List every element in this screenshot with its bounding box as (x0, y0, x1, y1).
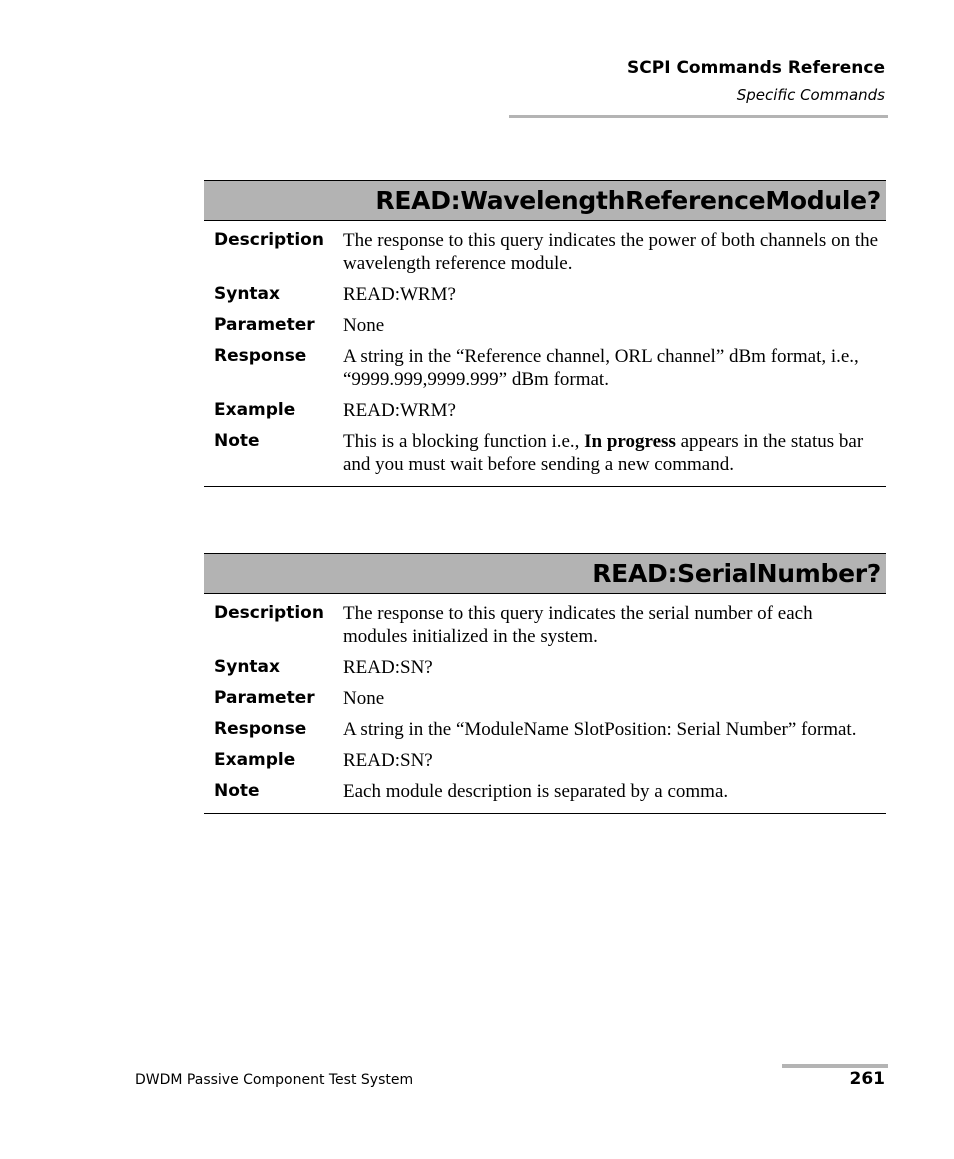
footer-product-name: DWDM Passive Component Test System (135, 1072, 414, 1088)
note-emphasis: In progress (584, 431, 676, 452)
command-details (204, 221, 886, 487)
row-value: None (343, 315, 385, 336)
row-value: None (343, 688, 385, 709)
row-example (204, 396, 886, 427)
row-value: READ:SN? (343, 750, 433, 771)
row-value: Each module description is separated by a comma. (343, 781, 729, 802)
row-value: The response to this query indicates the power of both channels on the wavelength reference module. (343, 230, 879, 274)
row-label: Example (214, 750, 296, 770)
command-title: READ:SerialNumber? (592, 559, 881, 588)
row-label: Example (214, 400, 296, 420)
row-label: Response (214, 719, 307, 739)
row-value (343, 430, 886, 476)
row-label: Parameter (214, 315, 315, 335)
row-value: READ:SN? (343, 657, 433, 678)
row-label: Description (214, 603, 324, 623)
command-section-wrm (204, 180, 886, 487)
command-title: READ:WavelengthReferenceModule? (375, 186, 881, 215)
command-section-sn (204, 553, 886, 814)
row-value: READ:WRM? (343, 284, 456, 305)
row-example (204, 746, 886, 777)
row-value: READ:WRM? (343, 400, 456, 421)
row-value: The response to this query indicates the serial number of each modules initialized in the system. (343, 603, 813, 647)
command-details (204, 594, 886, 814)
row-label: Note (214, 431, 260, 451)
row-value: A string in the “ModuleName SlotPosition: Serial Number” format. (343, 719, 857, 740)
row-label: Description (214, 230, 324, 250)
row-value: A string in the “Reference channel, ORL channel” dBm format, i.e., “9999.999,9999.999” dBm format. (343, 346, 859, 390)
row-label: Syntax (214, 657, 280, 677)
footer-divider (782, 1064, 888, 1068)
row-description (204, 599, 886, 653)
page-number: 261 (849, 1069, 885, 1089)
row-label: Syntax (214, 284, 280, 304)
row-description (204, 226, 886, 280)
chapter-title: SCPI Commands Reference (627, 58, 885, 78)
row-label: Note (214, 781, 260, 801)
note-text-after: appears in the status bar and you must wait before sending a new command. (343, 431, 864, 475)
row-note (204, 427, 886, 481)
row-response (204, 342, 886, 396)
row-parameter (204, 311, 886, 342)
row-syntax (204, 280, 886, 311)
running-header (627, 57, 885, 105)
section-subtitle: Specific Commands (736, 86, 885, 104)
row-syntax (204, 653, 886, 684)
row-response (204, 715, 886, 746)
command-title-bar (204, 553, 886, 594)
row-label: Response (214, 346, 307, 366)
command-title-bar (204, 180, 886, 221)
row-parameter (204, 684, 886, 715)
row-label: Parameter (214, 688, 315, 708)
header-divider (509, 115, 888, 118)
row-note (204, 777, 886, 808)
note-text-before: This is a blocking function i.e., (343, 431, 585, 452)
